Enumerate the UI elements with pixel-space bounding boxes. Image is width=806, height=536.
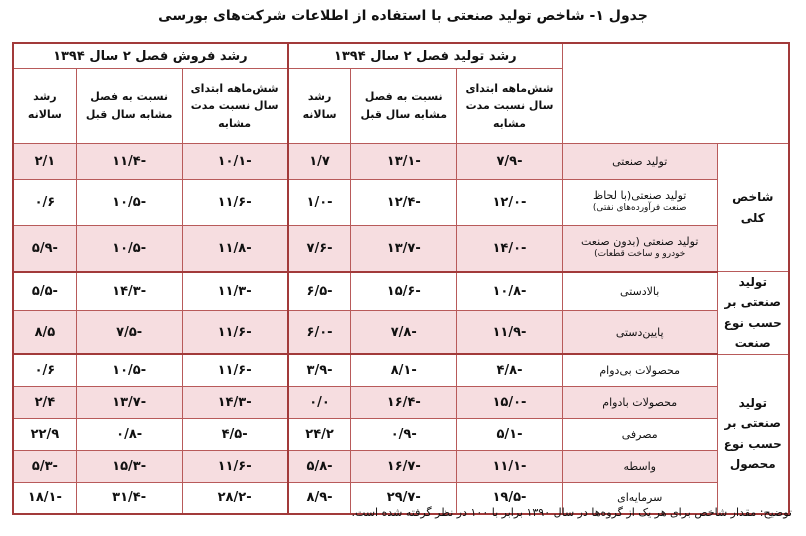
prod-six-month-header: شش‌ماهه ابتدای سال نسبت مدت مشابه <box>457 69 563 144</box>
cell-sales-season: -۱۰/۵ <box>76 180 182 226</box>
cell-prod-annual: -۸/۹ <box>288 482 351 514</box>
cell-prod-six: -۱۱/۱ <box>457 450 563 482</box>
cell-prod-annual: ۱/۷ <box>288 144 351 180</box>
sales-group-header: رشد فروش فصل ۲ سال ۱۳۹۴ <box>13 43 288 69</box>
cell-sales-season: -۱۰/۵ <box>76 354 182 386</box>
cell-sales-annual: ۲/۱ <box>13 144 76 180</box>
cell-prod-season: -۱۳/۷ <box>351 226 457 272</box>
table-row <box>13 386 789 418</box>
cell-prod-annual: ۰/۰ <box>288 386 351 418</box>
cell-prod-annual: -۷/۶ <box>288 226 351 272</box>
row-label <box>562 450 717 482</box>
cell-sales-annual: ۸/۵ <box>13 310 76 354</box>
table-row <box>13 180 789 226</box>
prod-same-season-header: نسبت به فصل مشابه سال قبل <box>351 69 457 144</box>
cell-prod-annual: -۶/۰ <box>288 310 351 354</box>
row-label <box>562 418 717 450</box>
cell-sales-annual: ۰/۶ <box>13 354 76 386</box>
row-label-text: تولید صنعتی <box>612 155 668 168</box>
row-label <box>562 226 717 272</box>
cell-prod-six: -۱۰/۸ <box>457 272 563 311</box>
cell-prod-six: -۴/۸ <box>457 354 563 386</box>
table-row <box>13 450 789 482</box>
cell-sales-season: -۷/۵ <box>76 310 182 354</box>
cell-prod-six: -۷/۹ <box>457 144 563 180</box>
row-label-text: سرمایه‌ای <box>617 491 663 505</box>
table-row <box>13 418 789 450</box>
row-label-text: پایین‌دستی <box>615 325 664 339</box>
cell-prod-six: -۱۲/۰ <box>457 180 563 226</box>
sales-annual-header: رشد سالانه <box>13 69 76 144</box>
table-footnote: توضیح: مقدار شاخص برای هر یک از گروه‌ها در سال ۱۳۹۰ برابر با ۱۰۰ در نظر گرفته شده است. <box>351 506 792 519</box>
cell-prod-season: -۰/۹ <box>351 418 457 450</box>
row-label <box>562 144 717 180</box>
row-label <box>562 272 717 311</box>
row-label <box>562 386 717 418</box>
category-by-product: تولید صنعتی بر حسب نوع محصول <box>717 354 789 514</box>
cell-prod-six: -۱۹/۵ <box>457 482 563 514</box>
category-by-industry: تولید صنعتی بر حسب نوع صنعت <box>717 272 789 355</box>
cell-sales-season: -۱۴/۳ <box>76 272 182 311</box>
cell-sales-six: -۱۱/۳ <box>182 272 288 311</box>
cell-prod-six: -۱۴/۰ <box>457 226 563 272</box>
row-label-text: تولید صنعتی(با لحاظ <box>593 189 687 203</box>
cell-prod-annual: -۵/۸ <box>288 450 351 482</box>
table-row <box>13 144 789 180</box>
corner-cell <box>562 43 789 144</box>
cell-sales-six: -۲۸/۲ <box>182 482 288 514</box>
cell-sales-season: -۳۱/۴ <box>76 482 182 514</box>
cell-sales-six: -۱۱/۶ <box>182 180 288 226</box>
table-row <box>13 310 789 354</box>
cell-prod-season: -۱۲/۴ <box>351 180 457 226</box>
cell-sales-season: -۱۵/۳ <box>76 450 182 482</box>
cell-prod-annual: -۱/۰ <box>288 180 351 226</box>
table-row <box>13 226 789 272</box>
cell-sales-six: -۴/۵ <box>182 418 288 450</box>
cell-prod-season: -۷/۸ <box>351 310 457 354</box>
cell-prod-six: -۱۵/۰ <box>457 386 563 418</box>
cell-prod-season: -۱۶/۷ <box>351 450 457 482</box>
sales-same-season-header: نسبت به فصل مشابه سال قبل <box>76 69 182 144</box>
row-label-text: تولید صنعتی (بدون صنعت <box>580 235 699 248</box>
cell-sales-six: -۱۱/۸ <box>182 226 288 272</box>
production-group-header: رشد تولید فصل ۲ سال ۱۳۹۴ <box>288 43 563 69</box>
cell-sales-six: -۱۱/۶ <box>182 310 288 354</box>
cell-prod-season: -۱۶/۴ <box>351 386 457 418</box>
cell-sales-annual: -۵/۵ <box>13 272 76 311</box>
cell-prod-six: -۱۱/۹ <box>457 310 563 354</box>
cell-sales-annual: ۰/۶ <box>13 180 76 226</box>
sales-six-month-header: شش‌ماهه ابتدای سال نسبت مدت مشابه <box>182 69 288 144</box>
cell-sales-season: -۱۰/۵ <box>76 226 182 272</box>
cell-prod-season: -۱۵/۶ <box>351 272 457 311</box>
industrial-production-table <box>12 42 790 515</box>
cell-sales-annual: -۵/۹ <box>13 226 76 272</box>
row-label-text: محصولات بادوام <box>602 395 678 409</box>
cell-prod-annual: ۲۴/۲ <box>288 418 351 450</box>
row-label-text: محصولات بی‌دوام <box>599 363 681 377</box>
cell-prod-annual: -۶/۵ <box>288 272 351 311</box>
cell-sales-annual: -۱۸/۱ <box>13 482 76 514</box>
cell-sales-season: -۰/۸ <box>76 418 182 450</box>
cell-sales-six: -۱۴/۳ <box>182 386 288 418</box>
category-overall: شاخص کلی <box>717 144 789 272</box>
cell-prod-season: -۲۹/۷ <box>351 482 457 514</box>
cell-sales-six: -۱۱/۶ <box>182 354 288 386</box>
row-label-text: مصرفی <box>621 427 658 441</box>
cell-prod-six: -۵/۱ <box>457 418 563 450</box>
cell-prod-season: -۱۳/۱ <box>351 144 457 180</box>
cell-sales-annual: ۲/۴ <box>13 386 76 418</box>
cell-sales-six: -۱۱/۶ <box>182 450 288 482</box>
row-label <box>562 310 717 354</box>
cell-prod-annual: -۳/۹ <box>288 354 351 386</box>
table-row <box>13 354 789 386</box>
cell-sales-annual: -۵/۳ <box>13 450 76 482</box>
table-row <box>13 272 789 311</box>
row-label-subtext: صنعت فرآورده‌های نفتی) <box>592 203 687 214</box>
row-label-subtext: خودرو و ساخت قطعات) <box>594 249 686 259</box>
cell-prod-season: -۸/۱ <box>351 354 457 386</box>
cell-sales-season: -۱۱/۴ <box>76 144 182 180</box>
row-label-text: بالادستی <box>620 284 660 298</box>
row-label-text: واسطه <box>623 459 656 473</box>
prod-annual-header: رشد سالانه <box>288 69 351 144</box>
cell-sales-six: -۱۰/۱ <box>182 144 288 180</box>
cell-sales-annual: ۲۲/۹ <box>13 418 76 450</box>
row-label <box>562 354 717 386</box>
row-label <box>562 180 717 226</box>
cell-sales-season: -۱۳/۷ <box>76 386 182 418</box>
table-title: جدول ۱- شاخص تولید صنعتی با استفاده از اطلاعات شرکت‌های بورسی <box>158 8 648 24</box>
